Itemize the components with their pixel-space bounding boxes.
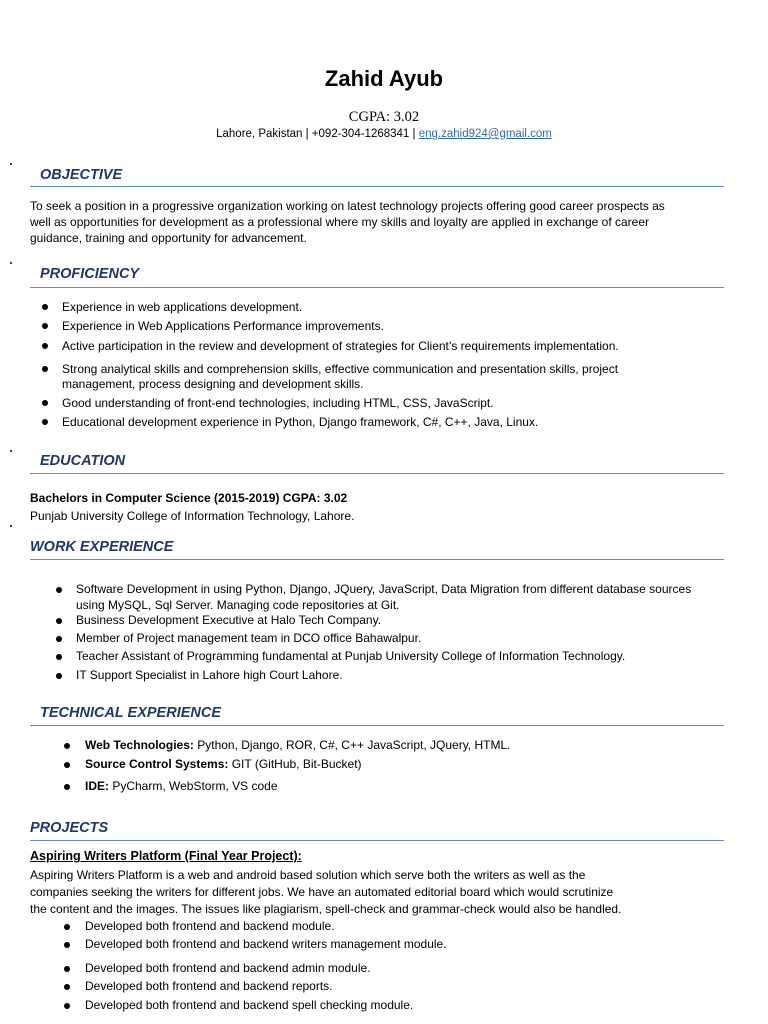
section-divider: [30, 840, 724, 841]
margin-mark: [10, 525, 12, 527]
proficiency-item: Experience in web applications development.: [62, 300, 303, 314]
bullet-icon: [42, 400, 48, 406]
bullet-icon: [64, 762, 70, 768]
proficiency-item-continued: management, process designing and development skills.: [62, 377, 364, 391]
tech-item-label: Source Control Systems:: [85, 757, 229, 771]
section-divider: [30, 473, 724, 474]
tech-item-value: Python, Django, ROR, C#, C++ JavaScript, JQuery, HTML.: [193, 738, 511, 752]
bullet-icon: [42, 366, 48, 372]
work-item: Member of Project management team in DCO office Bahawalpur.: [76, 631, 422, 645]
proficiency-item: Experience in Web Applications Performance improvements.: [62, 319, 384, 333]
proficiency-item: Strong analytical skills and comprehension skills, effective communication and presentation skills, project: [62, 362, 619, 376]
education-heading: EDUCATION: [40, 453, 126, 469]
projects-heading: PROJECTS: [30, 820, 109, 836]
project-item: Developed both frontend and backend reports.: [85, 979, 333, 993]
work-item: Teacher Assistant of Programming fundamental at Punjab University College of Information Technology.: [76, 649, 626, 663]
section-divider: [30, 725, 724, 726]
tech-item: [85, 756, 362, 773]
bullet-icon: [56, 587, 62, 593]
margin-mark: [10, 163, 12, 165]
section-divider: [30, 287, 724, 288]
project-item: Developed both frontend and backend writers management module.: [85, 937, 447, 951]
objective-line: To seek a position in a progressive organization working on latest technology projects offering good career prospects as: [30, 199, 665, 213]
margin-mark: [10, 262, 12, 264]
objective-heading: OBJECTIVE: [40, 167, 123, 183]
work-experience-heading: WORK EXPERIENCE: [30, 539, 174, 555]
bullet-icon: [42, 419, 48, 425]
bullet-icon: [64, 924, 70, 930]
education-institution: Punjab University College of Information Technology, Lahore.: [30, 509, 355, 523]
tech-item: [85, 737, 510, 754]
bullet-icon: [42, 323, 48, 329]
project-item: Developed both frontend and backend admin module.: [85, 961, 371, 975]
project-item: Developed both frontend and backend spell checking module.: [85, 998, 414, 1012]
tech-item: [85, 778, 278, 795]
proficiency-item: Good understanding of front-end technologies, including HTML, CSS, JavaScript.: [62, 396, 494, 410]
section-divider: [30, 186, 724, 187]
bullet-icon: [56, 673, 62, 679]
bullet-icon: [42, 304, 48, 310]
section-divider: [30, 559, 724, 560]
project-description-line: Aspiring Writers Platform is a web and android based solution which serve both the writers as well as the: [30, 868, 586, 882]
technical-experience-heading: TECHNICAL EXPERIENCE: [40, 705, 222, 721]
project-description-line: the content and the images. The issues like plagiarism, spell-check and grammar-check would also be handled.: [30, 902, 622, 916]
work-item-continued: using MySQL, Sql Server. Managing code repositories at Git.: [76, 598, 400, 612]
proficiency-item: Educational development experience in Python, Django framework, C#, C++, Java, Linux.: [62, 415, 539, 429]
email-link[interactable]: eng.zahid924@gmail.com: [418, 128, 552, 140]
project-description-line: companies seeking the writers for different jobs. We have an automated editorial board which would scrutinize: [30, 885, 614, 899]
proficiency-heading: PROFICIENCY: [40, 266, 140, 282]
project-item: Developed both frontend and backend module.: [85, 919, 335, 933]
bullet-icon: [64, 1003, 70, 1009]
bullet-icon: [64, 966, 70, 972]
bullet-icon: [56, 636, 62, 642]
bullet-icon: [64, 743, 70, 749]
contact-line: [0, 126, 768, 142]
tech-item-value: PyCharm, WebStorm, VS code: [109, 779, 278, 793]
tech-item-value: GIT (GitHub, Bit-Bucket): [228, 757, 362, 771]
bullet-icon: [64, 784, 70, 790]
education-degree: Bachelors in Computer Science (2015-2019) CGPA: 3.02: [30, 491, 348, 505]
objective-line: guidance, training and opportunity for advancement.: [30, 231, 307, 245]
bullet-icon: [56, 618, 62, 624]
candidate-name: Zahid Ayub: [324, 66, 444, 91]
proficiency-item: Active participation in the review and development of strategies for Client’s requirements implementation.: [62, 339, 619, 353]
contact-details: Lahore, Pakistan | +092-304-1268341 |: [216, 128, 416, 140]
margin-mark: [10, 450, 12, 452]
work-item: IT Support Specialist in Lahore high Court Lahore.: [76, 668, 343, 682]
header-cgpa: CGPA: 3.02: [348, 109, 420, 125]
bullet-icon: [42, 343, 48, 349]
tech-item-label: IDE:: [85, 779, 109, 793]
tech-item-label: Web Technologies:: [85, 738, 194, 752]
work-item: Software Development in using Python, Django, JQuery, JavaScript, Data Migration from different database sources: [76, 582, 692, 596]
bullet-icon: [56, 654, 62, 660]
bullet-icon: [64, 984, 70, 990]
bullet-icon: [64, 942, 70, 948]
objective-line: well as opportunities for development as a professional where my skills and loyalty are applied in exchange of career: [30, 215, 650, 229]
project-title: Aspiring Writers Platform (Final Year Project):: [30, 849, 302, 863]
work-item: Business Development Executive at Halo Tech Company.: [76, 613, 382, 627]
